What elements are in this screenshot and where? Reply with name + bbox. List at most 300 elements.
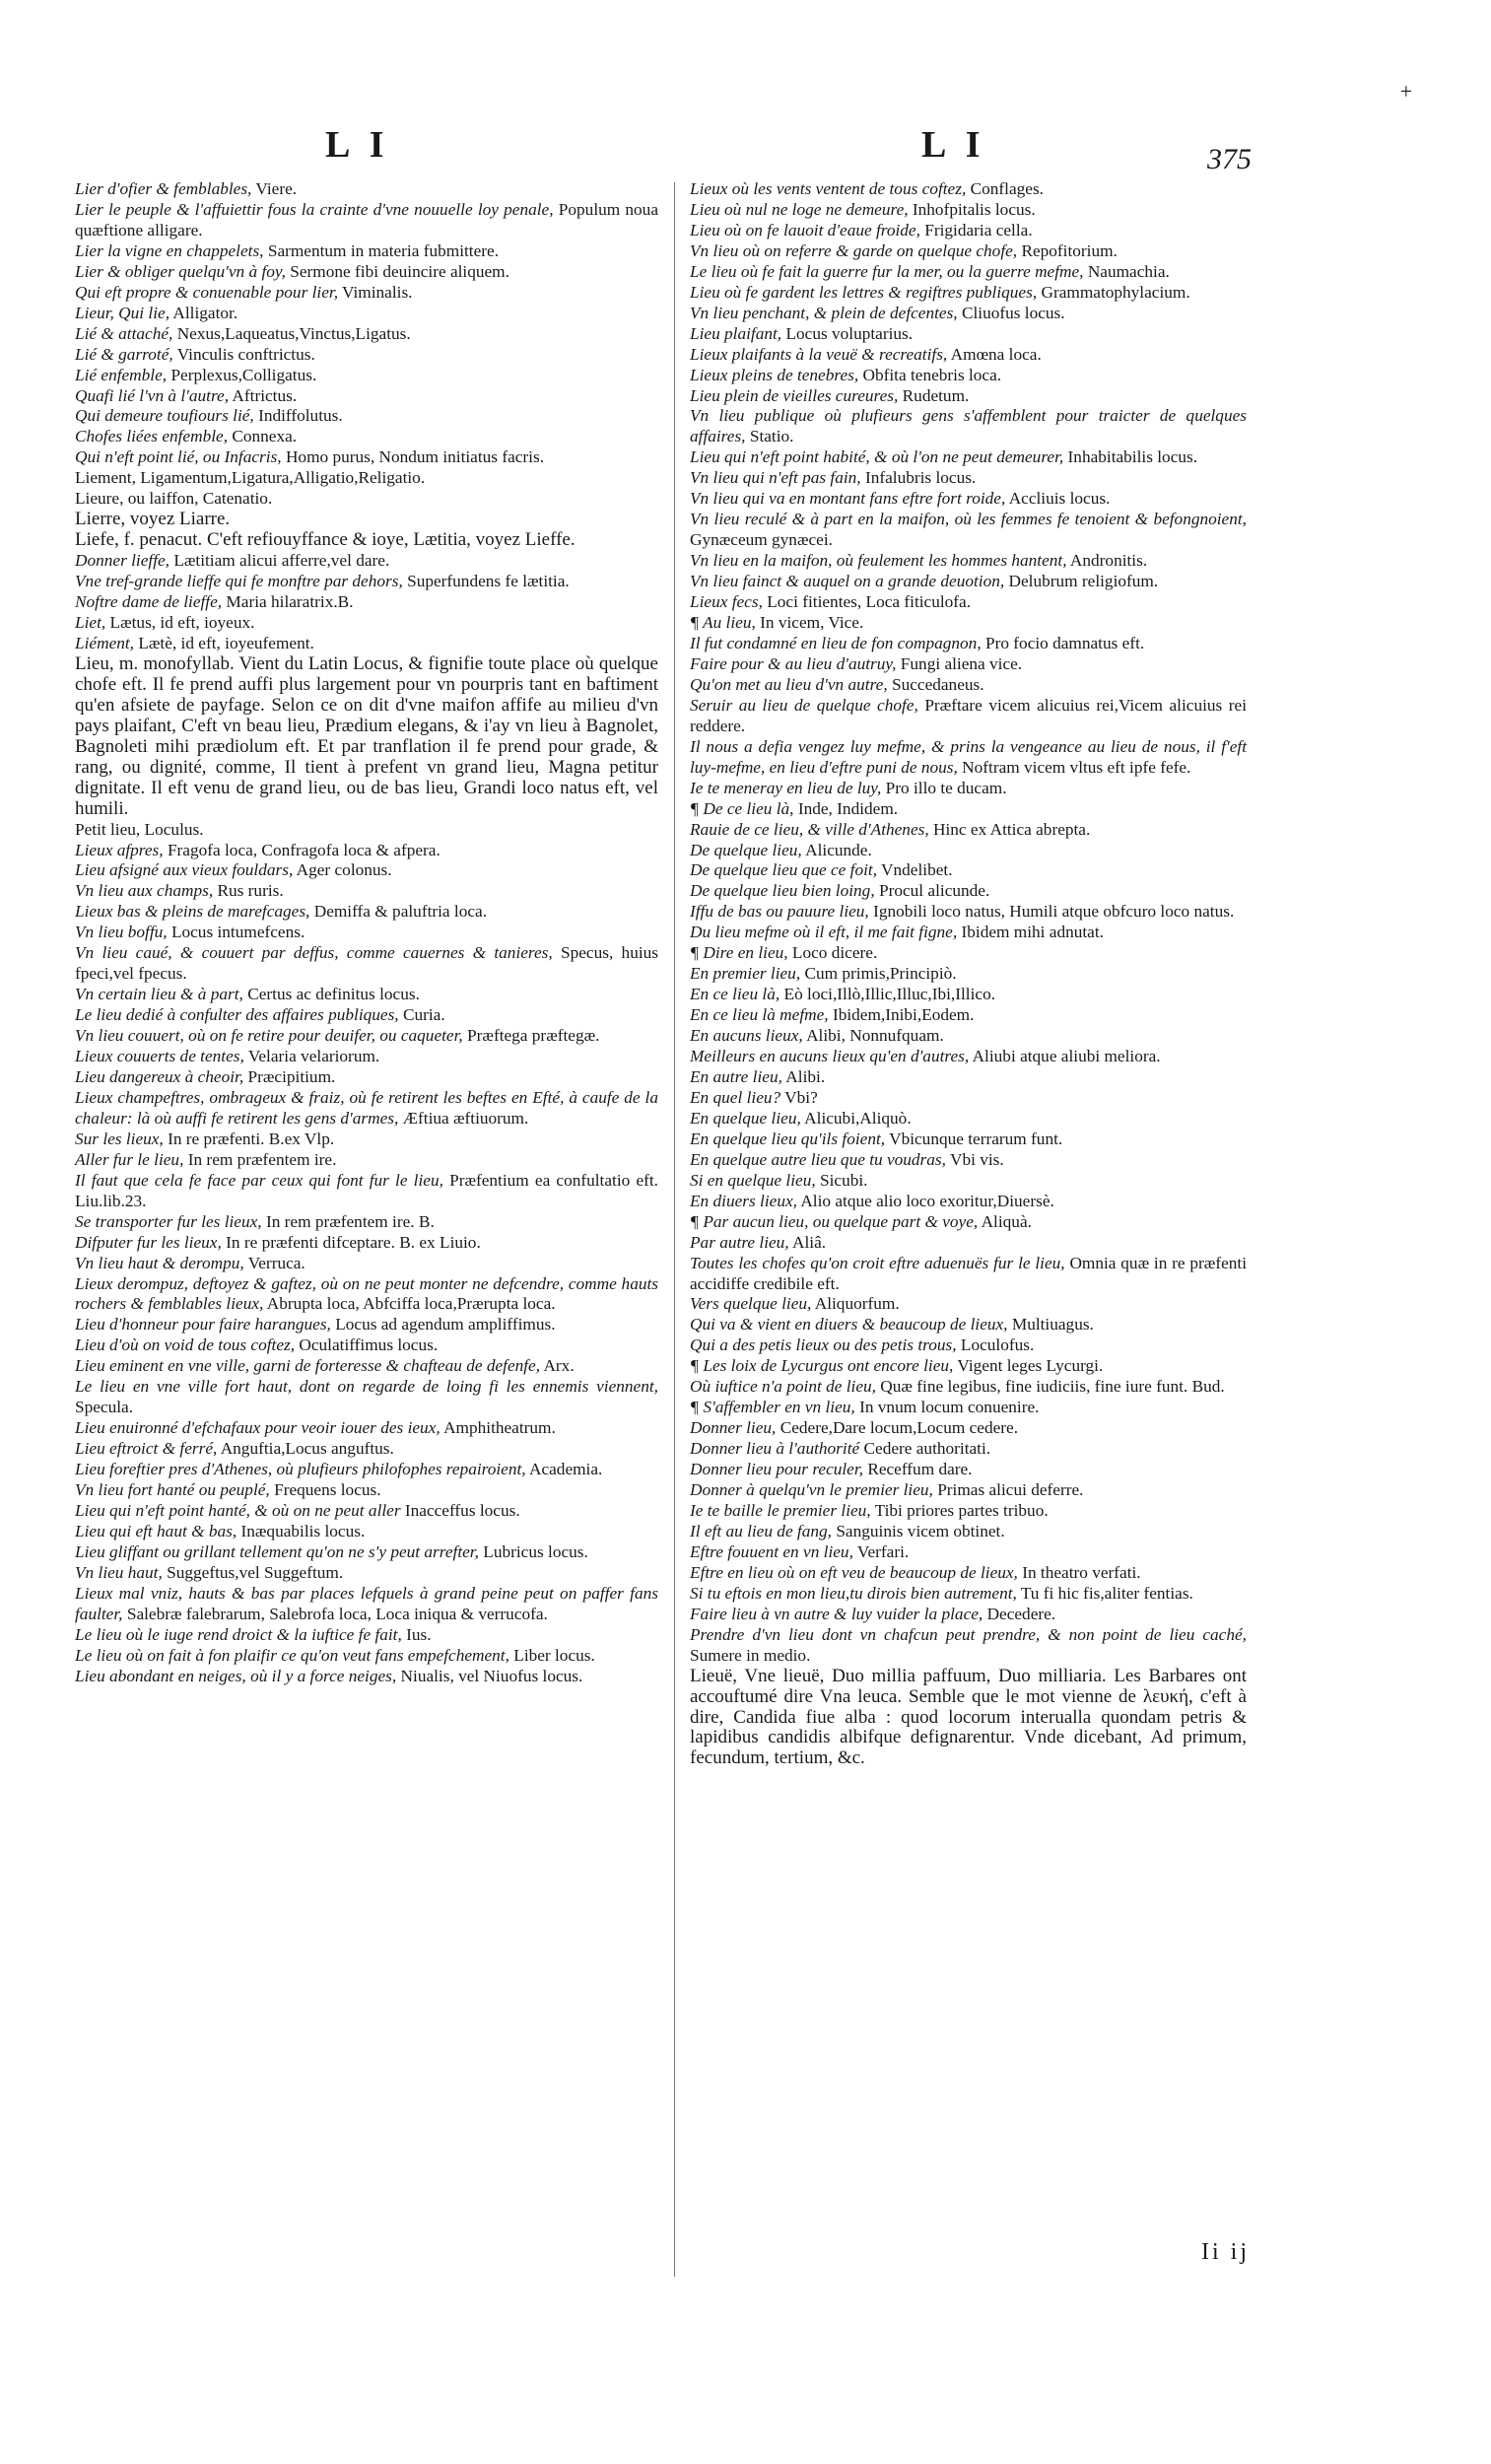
latin-translation: Salebræ falebrarum, Salebrofa loca, Loca iniqua & verrucofa. — [126, 1604, 548, 1623]
latin-translation: Vbi vis. — [950, 1149, 1004, 1169]
french-term: Le lieu en vne ville fort haut, dont on regarde de loing fi les ennemis viennent, — [75, 1377, 658, 1397]
latin-translation: Frequens locus. — [274, 1480, 381, 1500]
french-term: Qui demeure toufiours lié, — [75, 406, 254, 426]
dictionary-entry — [75, 1522, 658, 1542]
dictionary-entry — [690, 1480, 1247, 1501]
dictionary-entry — [75, 1274, 658, 1316]
dictionary-entry — [75, 427, 658, 447]
french-term: Lieu où nul ne loge ne demeure, — [690, 199, 909, 219]
latin-translation: Decedere. — [986, 1604, 1056, 1623]
latin-translation: Populum noua quæftione alligare. — [75, 199, 658, 240]
latin-translation: Abrupta loca, Abfciffa loca,Prærupta loca. — [266, 1294, 556, 1314]
dictionary-entry — [75, 1418, 658, 1439]
dictionary-entry — [690, 1315, 1247, 1335]
latin-translation: In re præfenti difceptare. B. ex Liuio. — [226, 1232, 481, 1252]
latin-translation: Velaria velariorum. — [247, 1047, 380, 1066]
dictionary-entry — [690, 737, 1247, 779]
french-term: Qui a des petis lieux ou des petis trous, — [690, 1335, 957, 1355]
dictionary-entry — [75, 613, 658, 634]
dictionary-entry — [75, 1005, 658, 1026]
dictionary-entry — [75, 262, 658, 283]
latin-translation: Cedere authoritati. — [863, 1439, 991, 1459]
french-term: Se transporter fur les lieux, — [75, 1211, 262, 1231]
dictionary-entry — [690, 1294, 1247, 1315]
french-term: Si tu eftois en mon lieu,tu dirois bien autrement, — [690, 1583, 1017, 1603]
french-term: Qui eft propre & conuenable pour lier, — [75, 282, 339, 302]
french-term: Lieu plaifant, — [690, 323, 782, 343]
dictionary-entry — [690, 820, 1247, 841]
dictionary-entry — [690, 985, 1247, 1005]
french-term: Vn lieu boffu, — [75, 923, 168, 942]
dictionary-entry — [75, 241, 658, 262]
latin-translation: Vinculis conftrictus. — [176, 344, 315, 364]
latin-translation: Præfentium ea confultatio eft. Liu.lib.23. — [75, 1170, 658, 1210]
latin-translation: Rudetum. — [902, 385, 970, 405]
latin-translation: Aliquorfum. — [814, 1294, 900, 1314]
latin-translation: Frigidaria cella. — [924, 220, 1033, 240]
french-term: Quafi lié l'vn à l'autre, — [75, 385, 230, 405]
french-term: Il faut que cela fe face par ceux qui font fur le lieu, — [75, 1170, 443, 1190]
latin-translation: Sarmentum in materia fubmittere. — [267, 240, 500, 260]
french-term: Rauie de ce lieu, & ville d'Athenes, — [690, 819, 929, 839]
french-term: Vn lieu caué, & couuert par deffus, comme cauernes & tanieres, — [75, 943, 553, 963]
latin-translation: In theatro verfati. — [1022, 1562, 1141, 1582]
latin-translation: Præftare vicem alicuius rei,Vicem alicuius rei reddere. — [690, 695, 1247, 735]
french-term: En ce lieu là mefme, — [690, 1005, 829, 1025]
latin-translation: Naumachia. — [1087, 261, 1170, 281]
french-term: Il fut condamné en lieu de fon compagnon, — [690, 633, 982, 652]
dictionary-entry — [690, 572, 1247, 592]
french-term: Vn lieu penchant, & plein de defcentes, — [690, 303, 958, 322]
dictionary-entry — [690, 1005, 1247, 1026]
french-term: Il eft au lieu de fang, — [690, 1521, 832, 1540]
dictionary-entry — [690, 510, 1247, 551]
latin-translation: Andronitis. — [1069, 551, 1148, 571]
latin-translation: Omnia quæ in re præfenti accidiffe credibile eft. — [690, 1253, 1247, 1293]
french-term: Seruir au lieu de quelque chofe, — [690, 695, 918, 715]
dictionary-entry — [690, 1171, 1247, 1192]
dictionary-entry — [690, 1192, 1247, 1212]
french-term: ¶ S'affembler en vn lieu, — [690, 1398, 855, 1417]
latin-translation: Succedaneus. — [891, 674, 984, 694]
dictionary-entry — [690, 366, 1247, 386]
dictionary-entry — [75, 1088, 658, 1129]
dictionary-entry — [690, 1418, 1247, 1439]
dictionary-entry — [75, 1171, 658, 1212]
latin-translation: Locus intumefcens. — [170, 923, 305, 942]
latin-translation: Primas alicui deferre. — [937, 1480, 1084, 1500]
french-term: Lieu plein de vieilles cureures, — [690, 385, 899, 405]
dictionary-entry — [75, 1026, 658, 1047]
dictionary-entry — [690, 1625, 1247, 1667]
french-term: Où iuftice n'a point de lieu, — [690, 1377, 876, 1397]
latin-translation: Locus voluptarius. — [785, 323, 914, 343]
latin-translation: Petit lieu, Loculus. — [75, 819, 204, 839]
french-term: Vn lieu haut, — [75, 1562, 163, 1582]
dictionary-entry — [75, 1047, 658, 1067]
dictionary-entry — [75, 200, 658, 241]
dictionary-entry — [75, 345, 658, 366]
latin-translation: In rem præfentem ire. B. — [265, 1211, 435, 1231]
french-term: Vn certain lieu & à part, — [75, 985, 243, 1004]
latin-translation: Alio atque alio loco exoritur,Diuersè. — [800, 1191, 1054, 1210]
page-number: 375 — [1207, 143, 1252, 175]
latin-translation: Academia. — [528, 1460, 603, 1479]
dictionary-entry — [690, 179, 1247, 200]
french-term: Vn lieu aux champs, — [75, 881, 214, 901]
dictionary-entry — [75, 489, 658, 510]
signature-mark: Ii ij — [1201, 2239, 1250, 2265]
french-term: Lieu où on fe lauoit d'eaue froide, — [690, 220, 920, 240]
dictionary-entry — [75, 406, 658, 427]
french-term: Lieu eminent en vne ville, garni de forteresse & chafteau de defenfe, — [75, 1356, 541, 1376]
dictionary-entry — [690, 1212, 1247, 1233]
dictionary-entry — [690, 860, 1247, 881]
latin-translation: Alibi. — [785, 1066, 826, 1086]
latin-translation: Hinc ex Attica abrepta. — [933, 819, 1091, 839]
french-term: Faire lieu à vn autre & luy vuider la place, — [690, 1604, 983, 1623]
corner-mark: + — [1399, 79, 1412, 103]
french-term: En premier lieu, — [690, 964, 801, 984]
latin-translation: Arx. — [543, 1356, 575, 1376]
latin-translation: Delubrum religiofum. — [1008, 572, 1159, 591]
latin-translation: Receffum dare. — [867, 1460, 973, 1479]
french-term: En ce lieu là, — [690, 985, 780, 1004]
dictionary-entry — [75, 860, 658, 881]
latin-translation: In rem præfentem ire. — [187, 1149, 337, 1169]
dictionary-entry — [690, 779, 1247, 799]
dictionary-entry — [690, 1254, 1247, 1295]
dictionary-entry — [75, 447, 658, 468]
french-term: Le lieu où le iuge rend droict & la iuftice fe fait, — [75, 1624, 402, 1644]
latin-translation: Lætitiam alicui afferre,vel dare. — [173, 551, 390, 571]
latin-translation: Quæ fine legibus, fine iudiciis, fine iure funt. Bud. — [880, 1377, 1225, 1397]
latin-translation: Sermone fibi deuincire aliquem. — [290, 261, 509, 281]
latin-translation: Gynæceum gynæcei. — [690, 530, 833, 550]
latin-translation: Suggeftus,vel Suggeftum. — [167, 1562, 344, 1582]
french-term: Donner lieu à l'authorité — [690, 1439, 860, 1459]
dictionary-entry — [690, 1501, 1247, 1522]
french-term: Il nous a defia vengez luy mefme, & prins la vengeance au lieu de nous, il f'eft luy-mefme, en lieu d'eftre puni de nous, — [690, 736, 1247, 777]
latin-translation: Sanguinis vicem obtinet. — [836, 1521, 1005, 1540]
latin-translation: Ager colonus. — [296, 860, 392, 880]
latin-translation: Lieu, m. monofyllab. Vient du Latin Locus, & fignifie toute place où quelque chofe eft. Il fe prend auffi plus largement pour vn pourpris tant en baftiment qu'en afsiete de payfage. Selon ce on dit d'vne maifon affife au milieu d'vn pays plaifant, C'eft vn beau lieu, Prædium elegans, & i'ay vn lieu à Bagnolet, Bagnoleti mihi prædiolum eft. Et par tranflation il fe prend pour grade, & rang, ou dignité, comme, Il tient à prefent vn grand lieu, Magna petitur dignitate. Il eft venu de grand lieu, ou de bas lieu, Grandi loco natus eft, vel humili. — [75, 652, 658, 819]
dictionary-entry — [75, 1356, 658, 1377]
latin-translation: Tu fi hic fis,aliter fentias. — [1020, 1583, 1193, 1603]
dictionary-entry — [75, 985, 658, 1005]
latin-translation: Repofitorium. — [1021, 240, 1118, 260]
french-term: Lieux pleins de tenebres, — [690, 365, 859, 384]
french-term: En diuers lieux, — [690, 1191, 797, 1210]
latin-translation: Inde, Indidem. — [797, 798, 899, 818]
latin-translation: Aliquà. — [981, 1211, 1032, 1231]
latin-translation: Lieure, ou laiffon, Catenatio. — [75, 489, 273, 509]
dictionary-entry — [690, 1109, 1247, 1129]
right-running-head: L I — [921, 124, 986, 166]
dictionary-entry — [690, 386, 1247, 407]
latin-translation: Ignobili loco natus, Humili atque obfcuro loco natus. — [873, 902, 1235, 922]
dictionary-entry — [690, 324, 1247, 345]
dictionary-entry — [690, 1398, 1247, 1418]
french-term: Iffu de bas ou pauure lieu, — [690, 902, 869, 922]
latin-translation: Amphitheatrum. — [443, 1418, 556, 1438]
dictionary-entry — [690, 923, 1247, 943]
dictionary-entry — [690, 1129, 1247, 1150]
latin-translation: Fungi aliena vice. — [900, 653, 1023, 673]
dictionary-entry — [690, 1542, 1247, 1563]
french-term: En quel lieu? — [690, 1087, 781, 1107]
french-term: Lieu enuironné d'efchafaux pour veoir iouer des ieux, — [75, 1418, 441, 1438]
french-term: Par autre lieu, — [690, 1232, 789, 1252]
latin-translation: Lubricus locus. — [483, 1541, 588, 1561]
latin-translation: Eò loci,Illò,Illic,Illuc,Ibi,Illico. — [783, 985, 996, 1004]
latin-translation: Liefe, f. penacut. C'eft refiouyffance & ioye, Lætitia, voyez Lieffe. — [75, 529, 576, 551]
french-term: Lier le peuple & l'affuiettir fous la crainte d'vne nouuelle loy penale, — [75, 199, 554, 219]
french-term: Liément, — [75, 633, 134, 652]
french-term: Lieu foreftier pres d'Athenes, où plufieurs philofophes repairoient, — [75, 1460, 526, 1479]
latin-translation: Noftram vicem vltus eft ipfe fefe. — [962, 757, 1191, 777]
latin-translation: Obfita tenebris loca. — [862, 365, 1002, 384]
french-term: Qui va & vient en diuers & beaucoup de lieux, — [690, 1315, 1008, 1335]
french-term: Lieux derompuz, deftoyez & gaftez, où on ne peut monter ne defcendre, comme hauts rochers & femblables lieux, — [75, 1273, 658, 1314]
latin-translation: Certus ac definitus locus. — [247, 985, 420, 1004]
latin-translation: Liement, Ligamentum,Ligatura,Alligatio,Religatio. — [75, 468, 426, 488]
dictionary-entry — [75, 1625, 658, 1646]
dictionary-entry — [690, 1047, 1247, 1067]
latin-translation: Loco dicere. — [791, 943, 878, 963]
latin-translation: Præcipitium. — [247, 1066, 336, 1086]
dictionary-entry — [690, 1563, 1247, 1584]
latin-translation: Æftiua æftiuorum. — [402, 1108, 529, 1128]
french-term: En autre lieu, — [690, 1066, 782, 1086]
dictionary-entry — [690, 304, 1247, 324]
latin-translation: Pro focio damnatus eft. — [984, 633, 1145, 652]
french-term: Lieur, Qui lie, — [75, 303, 170, 322]
french-term: Lieu afsigné aux vieux fouldars, — [75, 860, 294, 880]
latin-translation: Vndelibet. — [881, 860, 953, 880]
latin-translation: Cum primis,Principiò. — [804, 964, 957, 984]
dictionary-entry — [75, 1212, 658, 1233]
dictionary-entry — [75, 1646, 658, 1667]
dictionary-entry — [690, 551, 1247, 572]
french-term: Donner à quelqu'vn le premier lieu, — [690, 1480, 933, 1500]
dictionary-entry — [690, 696, 1247, 737]
dictionary-entry — [690, 1522, 1247, 1542]
dictionary-entry — [75, 1460, 658, 1480]
french-term: En quelque autre lieu que tu voudras, — [690, 1149, 946, 1169]
dictionary-entry — [75, 510, 658, 530]
latin-translation: Lierre, voyez Liarre. — [75, 509, 231, 530]
dictionary-entry — [690, 613, 1247, 634]
dictionary-entry — [75, 530, 658, 551]
french-term: Lier d'ofier & femblables, — [75, 179, 252, 198]
french-term: Vn lieu couuert, où on fe retire pour deuifer, ou caqueter, — [75, 1026, 463, 1046]
french-term: Prendre d'vn lieu dont vn chafcun peut prendre, & non point de lieu caché, — [690, 1624, 1247, 1644]
french-term: Lieu eftroict & ferré, — [75, 1439, 218, 1459]
latin-translation: Locus ad agendum ampliffimus. — [335, 1315, 556, 1335]
french-term: Ie te meneray en lieu de luy, — [690, 778, 882, 797]
french-term: Lieux couuerts de tentes, — [75, 1047, 244, 1066]
dictionary-entry — [75, 1335, 658, 1356]
french-term: Qu'on met au lieu d'vn autre, — [690, 674, 888, 694]
latin-translation: Lieuë, Vne lieuë, Duo millia paffuum, Duo milliaria. Les Barbares ont accouftumé dire Vna leuca. Semble que le mot vienne de λευκή, c'eft à dire, Candida fiue alba : quod locorum interualla quondam petris & lapidibus candidis albifque defignarentur. Vnde dicebant, Ad primum, fecundum, tertium, &c. — [690, 1665, 1247, 1769]
dictionary-entry — [690, 1233, 1247, 1254]
dictionary-entry — [75, 179, 658, 200]
french-term: Donner lieffe, — [75, 551, 169, 571]
latin-translation: Cedere,Dare locum,Locum cedere. — [779, 1418, 1019, 1438]
latin-translation: Homo purus, Nondum initiatus facris. — [285, 447, 545, 467]
dictionary-entry — [75, 592, 658, 613]
dictionary-entry — [690, 1605, 1247, 1625]
latin-translation: Ius. — [406, 1624, 432, 1644]
french-term: Lieu abondant en neiges, où il y a force neiges, — [75, 1666, 397, 1685]
latin-translation: Alligator. — [172, 303, 238, 322]
french-term: Liet, — [75, 613, 106, 633]
latin-translation: Liber locus. — [513, 1645, 595, 1665]
dictionary-entry — [75, 902, 658, 923]
french-term: Chofes liées enfemble, — [75, 427, 229, 446]
latin-translation: Nexus,Laqueatus,Vinctus,Ligatus. — [176, 323, 411, 343]
dictionary-entry — [690, 200, 1247, 221]
dictionary-entry — [690, 283, 1247, 304]
dictionary-entry — [690, 902, 1247, 923]
latin-translation: Multiuagus. — [1011, 1315, 1094, 1335]
latin-translation: Maria hilaratrix.B. — [226, 592, 354, 612]
dictionary-entry — [690, 1335, 1247, 1356]
dictionary-entry — [690, 489, 1247, 510]
dictionary-entry — [75, 1480, 658, 1501]
french-term: En quelque lieu, — [690, 1108, 801, 1128]
latin-translation: Connexa. — [232, 427, 298, 446]
french-term: Meilleurs en aucuns lieux qu'en d'autres, — [690, 1047, 970, 1066]
dictionary-entry — [75, 1563, 658, 1584]
latin-translation: Niualis, vel Niuofus locus. — [400, 1666, 583, 1685]
french-term: Lier la vigne en chappelets, — [75, 240, 264, 260]
dictionary-entry — [690, 1088, 1247, 1109]
latin-translation: Inæquabilis locus. — [240, 1521, 366, 1540]
french-term: Lieux mal vniz, hauts & bas par places lefquels à grand peine peut on paffer fans faulter, — [75, 1583, 658, 1623]
dictionary-entry — [690, 447, 1247, 468]
dictionary-entry — [75, 468, 658, 489]
latin-translation: In re præfenti. B.ex Vlp. — [168, 1129, 335, 1148]
latin-translation: Inhofpitalis locus. — [912, 199, 1036, 219]
dictionary-entry — [690, 1377, 1247, 1398]
dictionary-entry — [75, 1439, 658, 1460]
french-term: Difputer fur les lieux, — [75, 1232, 222, 1252]
french-term: Le lieu où fe fait la guerre fur la mer, ou la guerre mefme, — [690, 261, 1084, 281]
dictionary-entry — [690, 675, 1247, 696]
dictionary-entry — [690, 592, 1247, 613]
latin-translation: Cliuofus locus. — [961, 303, 1065, 322]
french-term: Lieu d'où on void de tous coftez, — [75, 1335, 296, 1355]
latin-translation: Præftega præftegæ. — [467, 1026, 600, 1046]
latin-translation: Specus, huius fpeci,vel fpecus. — [75, 943, 658, 984]
french-term: Lié enfemble, — [75, 365, 168, 384]
latin-translation: Alibi, Nonnufquam. — [806, 1026, 944, 1046]
french-term: ¶ Dire en lieu, — [690, 943, 788, 963]
french-term: Vn lieu reculé & à part en la maifon, où les femmes fe tenoient & befongnoient, — [690, 510, 1247, 529]
dictionary-entry — [690, 841, 1247, 861]
french-term: Lieux fecs, — [690, 592, 763, 612]
latin-translation: Rus ruris. — [217, 881, 284, 901]
french-term: Le lieu dedié à confulter des affaires publiques, — [75, 1005, 399, 1025]
french-term: Vn lieu fainct & auquel on a grande deuotion, — [690, 572, 1005, 591]
latin-translation: Loculofus. — [960, 1335, 1035, 1355]
latin-translation: Ibidem,Inibi,Eodem. — [832, 1005, 975, 1025]
dictionary-entry — [75, 881, 658, 902]
dictionary-entry — [690, 654, 1247, 675]
latin-translation: Aftrictus. — [232, 385, 298, 405]
left-running-head: L I — [325, 124, 390, 166]
french-term: De quelque lieu bien loing, — [690, 881, 875, 901]
french-term: Lier & obliger quelqu'vn à foy, — [75, 261, 286, 281]
latin-translation: Conflages. — [970, 179, 1044, 198]
latin-translation: Aliubi atque aliubi meliora. — [972, 1047, 1161, 1066]
french-term: Vn lieu où on referre & garde on quelque chofe, — [690, 240, 1018, 260]
latin-translation: Pro illo te ducam. — [885, 778, 1007, 797]
dictionary-entry — [690, 1460, 1247, 1480]
dictionary-entry — [75, 551, 658, 572]
latin-translation: In vnum locum conuenire. — [859, 1398, 1040, 1417]
latin-translation: Fragofa loca, Confragofa loca & afpera. — [167, 840, 441, 859]
latin-translation: Vbi? — [784, 1087, 818, 1107]
latin-translation: Verruca. — [247, 1253, 305, 1272]
dictionary-entry — [75, 1150, 658, 1171]
french-term: Du lieu mefme où il eft, il me fait figne, — [690, 923, 958, 942]
french-term: Faire pour & au lieu d'autruy, — [690, 653, 897, 673]
latin-translation: Perplexus,Colligatus. — [170, 365, 317, 384]
latin-translation: Infalubris locus. — [864, 468, 977, 488]
french-term: Lieu dangereux à cheoir, — [75, 1066, 244, 1086]
dictionary-entry — [75, 1254, 658, 1274]
dictionary-entry — [75, 366, 658, 386]
french-term: Vn lieu publique où plufieurs gens s'affemblent pour traicter de quelques affaires, — [690, 406, 1247, 446]
dictionary-entry — [75, 283, 658, 304]
french-term: ¶ Les loix de Lycurgus ont encore lieu, — [690, 1356, 954, 1376]
french-term: Vn lieu haut & derompu, — [75, 1253, 244, 1272]
french-term: Si en quelque lieu, — [690, 1170, 816, 1190]
latin-translation: Statio. — [749, 427, 794, 446]
latin-translation: Indiffolutus. — [258, 406, 343, 426]
latin-translation: Curia. — [402, 1005, 445, 1025]
dictionary-entry — [690, 1150, 1247, 1171]
dictionary-entry — [690, 799, 1247, 820]
dictionary-entry — [690, 881, 1247, 902]
french-term: Eftre fouuent en vn lieu, — [690, 1541, 853, 1561]
dictionary-entry — [690, 943, 1247, 964]
latin-translation: Aliâ. — [792, 1232, 827, 1252]
french-term: Vn lieu en la maifon, où feulement les hommes hantent, — [690, 551, 1067, 571]
latin-translation: Grammatophylacium. — [1041, 282, 1190, 302]
dictionary-entry — [690, 1067, 1247, 1088]
dictionary-entry — [75, 943, 658, 985]
french-term: Lieux plaifants à la veuë & recreatifs, — [690, 344, 948, 364]
right-column — [690, 179, 1247, 1769]
dictionary-entry — [75, 820, 658, 841]
french-term: Lieux où les vents ventent de tous coftez, — [690, 179, 967, 198]
latin-translation: Loci fitientes, Loca fiticulofa. — [767, 592, 972, 612]
dictionary-entry — [75, 1315, 658, 1335]
french-term: Qui n'eft point lié, ou Infacris, — [75, 447, 282, 467]
dictionary-entry — [690, 345, 1247, 366]
latin-translation: Alicubi,Aliquò. — [804, 1108, 912, 1128]
dictionary-entry — [75, 1067, 658, 1088]
french-term: De quelque lieu que ce foit, — [690, 860, 878, 880]
dictionary-entry — [75, 654, 658, 820]
dictionary-entry — [690, 964, 1247, 985]
latin-translation: Anguftia,Locus anguftus. — [220, 1439, 394, 1459]
latin-translation: Viminalis. — [342, 282, 413, 302]
